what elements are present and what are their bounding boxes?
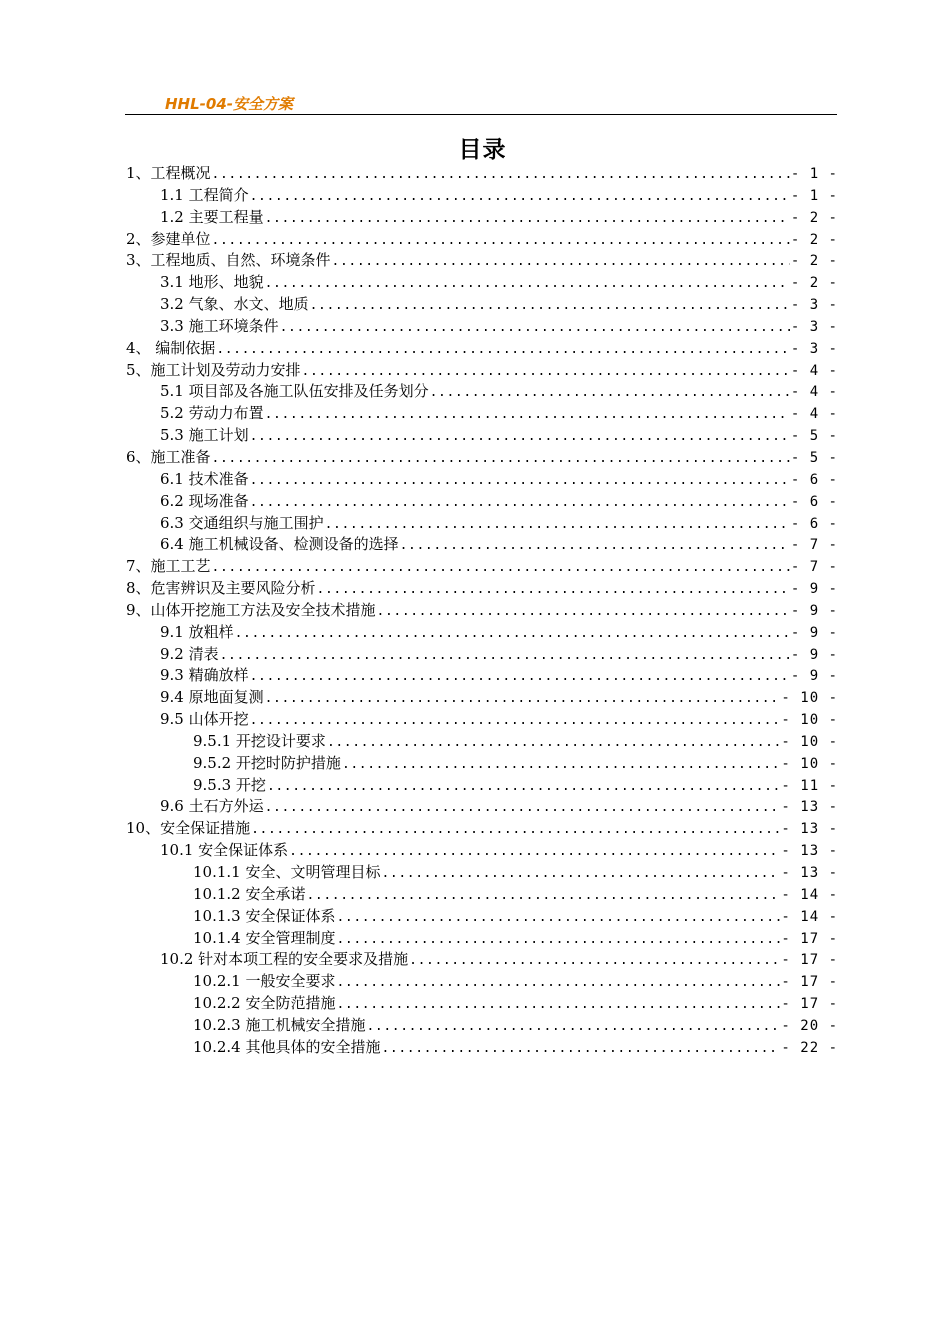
toc-entry-label: 3.2 气象、水文、地质 bbox=[160, 295, 309, 314]
table-of-contents bbox=[126, 163, 838, 1059]
toc-entry-page-number: - 17 - bbox=[781, 952, 838, 969]
toc-entry-label: 10.1.4 安全管理制度 bbox=[193, 928, 336, 947]
toc-entry[interactable] bbox=[126, 272, 838, 294]
toc-entry-page-number: - 10 - bbox=[781, 755, 838, 772]
toc-entry-page-number: - 13 - bbox=[781, 865, 838, 881]
toc-dot-leader bbox=[265, 797, 781, 819]
toc-entry[interactable] bbox=[126, 709, 838, 731]
toc-dot-leader bbox=[250, 710, 781, 732]
toc-entry-page-number: - 10 - bbox=[781, 733, 838, 750]
toc-entry-label: 3.1 地形、地貌 bbox=[160, 273, 264, 292]
toc-entry-page-number: - 6 - bbox=[790, 515, 838, 532]
toc-entry[interactable] bbox=[126, 622, 838, 644]
toc-entry-page-number: - 9 - bbox=[790, 668, 838, 685]
toc-entry-label: 9.6 土石方外运 bbox=[160, 797, 264, 816]
toc-entry-label: 1、工程概况 bbox=[126, 164, 211, 182]
toc-entry[interactable] bbox=[126, 250, 838, 272]
toc-entry-page-number: - 4 - bbox=[790, 362, 838, 379]
toc-dot-leader bbox=[265, 208, 790, 230]
toc-entry[interactable] bbox=[126, 687, 838, 709]
toc-dot-leader bbox=[342, 754, 780, 776]
toc-entry-label: 3、工程地质、自然、环境条件 bbox=[126, 251, 331, 270]
toc-entry-page-number: - 9 - bbox=[790, 646, 838, 663]
toc-entry[interactable] bbox=[126, 775, 838, 797]
toc-entry-page-number: - 9 - bbox=[790, 624, 838, 641]
toc-entry-page-number: - 1 - bbox=[790, 187, 838, 204]
toc-dot-leader bbox=[251, 819, 780, 841]
toc-dot-leader bbox=[220, 645, 790, 667]
toc-dot-leader bbox=[265, 273, 790, 295]
toc-dot-leader bbox=[265, 688, 781, 710]
toc-entry-label: 9.5 山体开挖 bbox=[160, 710, 249, 729]
toc-entry-label: 10.2.1 一般安全要求 bbox=[193, 972, 336, 991]
toc-entry-label: 5.3 施工计划 bbox=[160, 426, 249, 445]
toc-dot-leader bbox=[212, 230, 790, 252]
toc-entry-label: 10、安全保证措施 bbox=[126, 819, 251, 838]
toc-entry-label: 10.1 安全保证体系 bbox=[160, 841, 289, 860]
toc-entry-page-number: - 22 - bbox=[781, 1039, 838, 1056]
toc-entry-page-number: - 4 - bbox=[790, 406, 838, 423]
toc-entry-page-number: - 7 - bbox=[790, 559, 838, 576]
toc-entry-page-number: - 10 - bbox=[781, 712, 838, 729]
toc-entry[interactable] bbox=[126, 840, 838, 862]
toc-entry[interactable] bbox=[126, 884, 838, 906]
toc-entry[interactable] bbox=[126, 600, 838, 622]
toc-entry-label: 5、施工计划及劳动力安排 bbox=[126, 360, 301, 379]
toc-dot-leader bbox=[265, 404, 790, 426]
toc-entry-label: 9、山体开挖施工方法及安全技术措施 bbox=[126, 600, 376, 619]
toc-entry-label: 6.4 施工机械设备、检测设备的选择 bbox=[160, 535, 399, 554]
toc-entry-page-number: - 13 - bbox=[781, 799, 838, 816]
toc-entry-label: 10.2.2 安全防范措施 bbox=[193, 994, 336, 1013]
toc-entry[interactable] bbox=[126, 731, 838, 753]
toc-entry[interactable] bbox=[126, 556, 838, 578]
toc-dot-leader bbox=[325, 514, 790, 536]
toc-entry-label: 9.5.1 开挖设计要求 bbox=[193, 731, 326, 750]
toc-entry-page-number: - 17 - bbox=[781, 996, 838, 1013]
toc-dot-leader bbox=[366, 1016, 780, 1038]
toc-entry[interactable] bbox=[126, 665, 838, 687]
toc-dot-leader bbox=[310, 295, 790, 317]
toc-entry-label: 10.1.1 安全、文明管理目标 bbox=[193, 863, 381, 881]
toc-entry[interactable] bbox=[126, 207, 838, 229]
toc-entry-page-number: - 10 - bbox=[781, 690, 838, 707]
toc-entry-page-number: - 11 - bbox=[781, 777, 838, 794]
toc-entry-page-number: - 20 - bbox=[781, 1017, 838, 1034]
toc-entry-page-number: - 2 - bbox=[790, 209, 838, 226]
toc-entry-page-number: - 14 - bbox=[781, 886, 838, 903]
toc-entry-page-number: - 6 - bbox=[790, 493, 838, 510]
toc-entry-label: 3.3 施工环境条件 bbox=[160, 316, 279, 335]
toc-heading: 目录 bbox=[458, 137, 507, 163]
toc-entry-label: 9.2 清表 bbox=[160, 644, 219, 663]
toc-dot-leader bbox=[336, 907, 780, 929]
toc-dot-leader bbox=[216, 339, 790, 361]
toc-entry-page-number: - 2 - bbox=[790, 231, 838, 248]
toc-entry-label: 10.1.2 安全承诺 bbox=[193, 884, 306, 903]
toc-entry-label: 9.1 放粗样 bbox=[160, 622, 234, 641]
toc-entry[interactable] bbox=[126, 294, 838, 316]
toc-entry-label: 6、施工准备 bbox=[126, 447, 211, 466]
toc-entry-label: 10.2.3 施工机械安全措施 bbox=[193, 1015, 366, 1034]
toc-entry[interactable] bbox=[126, 753, 838, 775]
toc-dot-leader bbox=[332, 251, 790, 273]
toc-entry[interactable] bbox=[126, 316, 838, 338]
toc-entry[interactable] bbox=[126, 949, 838, 971]
toc-entry[interactable] bbox=[126, 644, 838, 666]
toc-dot-leader bbox=[235, 623, 790, 645]
toc-dot-leader bbox=[302, 361, 790, 383]
toc-entry-label: 8、危害辨识及主要风险分析 bbox=[126, 579, 316, 598]
toc-dot-leader bbox=[381, 1038, 780, 1060]
toc-entry-page-number: - 1 - bbox=[790, 166, 838, 182]
toc-entry[interactable] bbox=[126, 403, 838, 425]
document-code-title: HHL-04-安全方案 bbox=[165, 95, 293, 113]
toc-dot-leader bbox=[267, 776, 780, 798]
toc-entry[interactable] bbox=[126, 447, 838, 469]
toc-dot-leader bbox=[336, 994, 780, 1016]
toc-entry[interactable] bbox=[126, 1015, 838, 1037]
toc-dot-leader bbox=[280, 317, 790, 339]
toc-entry-label: 6.3 交通组织与施工围护 bbox=[160, 513, 324, 532]
toc-dot-leader bbox=[212, 557, 790, 579]
toc-entry[interactable] bbox=[126, 229, 838, 251]
toc-entry[interactable] bbox=[126, 381, 838, 403]
toc-entry[interactable] bbox=[126, 928, 838, 950]
toc-entry-page-number: - 9 - bbox=[790, 581, 838, 598]
toc-entry-label: 9.5.2 开挖时防护措施 bbox=[193, 753, 341, 772]
toc-dot-leader bbox=[250, 666, 790, 688]
toc-entry[interactable] bbox=[126, 163, 838, 185]
toc-entry-label: 9.4 原地面复测 bbox=[160, 688, 264, 707]
toc-entry[interactable] bbox=[126, 425, 838, 447]
toc-entry[interactable] bbox=[126, 862, 838, 884]
toc-entry[interactable] bbox=[126, 1037, 838, 1059]
toc-dot-leader bbox=[250, 186, 790, 208]
toc-entry[interactable] bbox=[126, 338, 838, 360]
toc-entry-label: 5.1 项目部及各施工队伍安排及任务划分 bbox=[160, 382, 429, 401]
toc-entry[interactable] bbox=[126, 185, 838, 207]
toc-entry-label: 10.1.3 安全保证体系 bbox=[193, 906, 336, 925]
toc-entry-label: 1.2 主要工程量 bbox=[160, 207, 264, 226]
toc-entry-page-number: - 17 - bbox=[781, 974, 838, 991]
toc-entry-label: 9.5.3 开挖 bbox=[193, 775, 266, 794]
toc-entry-label: 6.2 现场准备 bbox=[160, 491, 249, 510]
toc-entry[interactable] bbox=[126, 534, 838, 556]
toc-dot-leader bbox=[381, 863, 780, 885]
toc-entry[interactable] bbox=[126, 491, 838, 513]
toc-entry-page-number: - 5 - bbox=[790, 449, 838, 466]
toc-entry-label: 7、施工工艺 bbox=[126, 557, 211, 576]
toc-dot-leader bbox=[400, 535, 790, 557]
toc-entry-label: 10.2.4 其他具体的安全措施 bbox=[193, 1037, 381, 1056]
toc-entry-page-number: - 13 - bbox=[781, 843, 838, 860]
toc-dot-leader bbox=[250, 470, 790, 492]
toc-dot-leader bbox=[212, 448, 790, 470]
toc-entry-page-number: - 6 - bbox=[790, 471, 838, 488]
toc-entry[interactable] bbox=[126, 993, 838, 1015]
toc-dot-leader bbox=[250, 492, 790, 514]
toc-dot-leader bbox=[409, 950, 780, 972]
toc-entry-page-number: - 3 - bbox=[790, 340, 838, 357]
toc-entry-page-number: - 7 - bbox=[790, 537, 838, 554]
toc-dot-leader bbox=[336, 929, 780, 951]
toc-entry-page-number: - 5 - bbox=[790, 428, 838, 445]
toc-entry[interactable] bbox=[126, 360, 838, 382]
toc-entry-label: 6.1 技术准备 bbox=[160, 469, 249, 488]
toc-entry[interactable] bbox=[126, 906, 838, 928]
toc-dot-leader bbox=[317, 579, 790, 601]
toc-entry-page-number: - 14 - bbox=[781, 908, 838, 925]
toc-entry[interactable] bbox=[126, 971, 838, 993]
toc-entry-label: 10.2 针对本项工程的安全要求及措施 bbox=[160, 950, 409, 969]
toc-dot-leader bbox=[430, 382, 790, 404]
toc-dot-leader bbox=[377, 601, 790, 623]
toc-entry-label: 2、参建单位 bbox=[126, 229, 211, 248]
toc-dot-leader bbox=[250, 426, 790, 448]
toc-dot-leader bbox=[289, 841, 780, 863]
toc-entry-label: 5.2 劳动力布置 bbox=[160, 404, 264, 423]
toc-entry-page-number: - 17 - bbox=[781, 930, 838, 947]
toc-entry-page-number: - 13 - bbox=[781, 821, 838, 838]
toc-entry[interactable] bbox=[126, 469, 838, 491]
toc-entry-label: 1.1 工程简介 bbox=[160, 185, 249, 204]
toc-entry-label: 9.3 精确放样 bbox=[160, 666, 249, 685]
toc-entry-page-number: - 3 - bbox=[790, 297, 838, 314]
toc-entry[interactable] bbox=[126, 818, 838, 840]
toc-entry[interactable] bbox=[126, 578, 838, 600]
toc-entry-page-number: - 2 - bbox=[790, 253, 838, 270]
toc-dot-leader bbox=[327, 732, 780, 754]
toc-entry-label: 4、 编制依据 bbox=[126, 338, 216, 357]
toc-dot-leader bbox=[336, 972, 780, 994]
toc-dot-leader bbox=[212, 164, 790, 186]
toc-entry[interactable] bbox=[126, 796, 838, 818]
page-header bbox=[125, 92, 837, 115]
toc-entry-page-number: - 2 - bbox=[790, 275, 838, 292]
toc-entry-page-number: - 4 - bbox=[790, 384, 838, 401]
toc-entry-page-number: - 3 - bbox=[790, 318, 838, 335]
toc-entry[interactable] bbox=[126, 513, 838, 535]
toc-entry-page-number: - 9 - bbox=[790, 602, 838, 619]
toc-dot-leader bbox=[306, 885, 780, 907]
